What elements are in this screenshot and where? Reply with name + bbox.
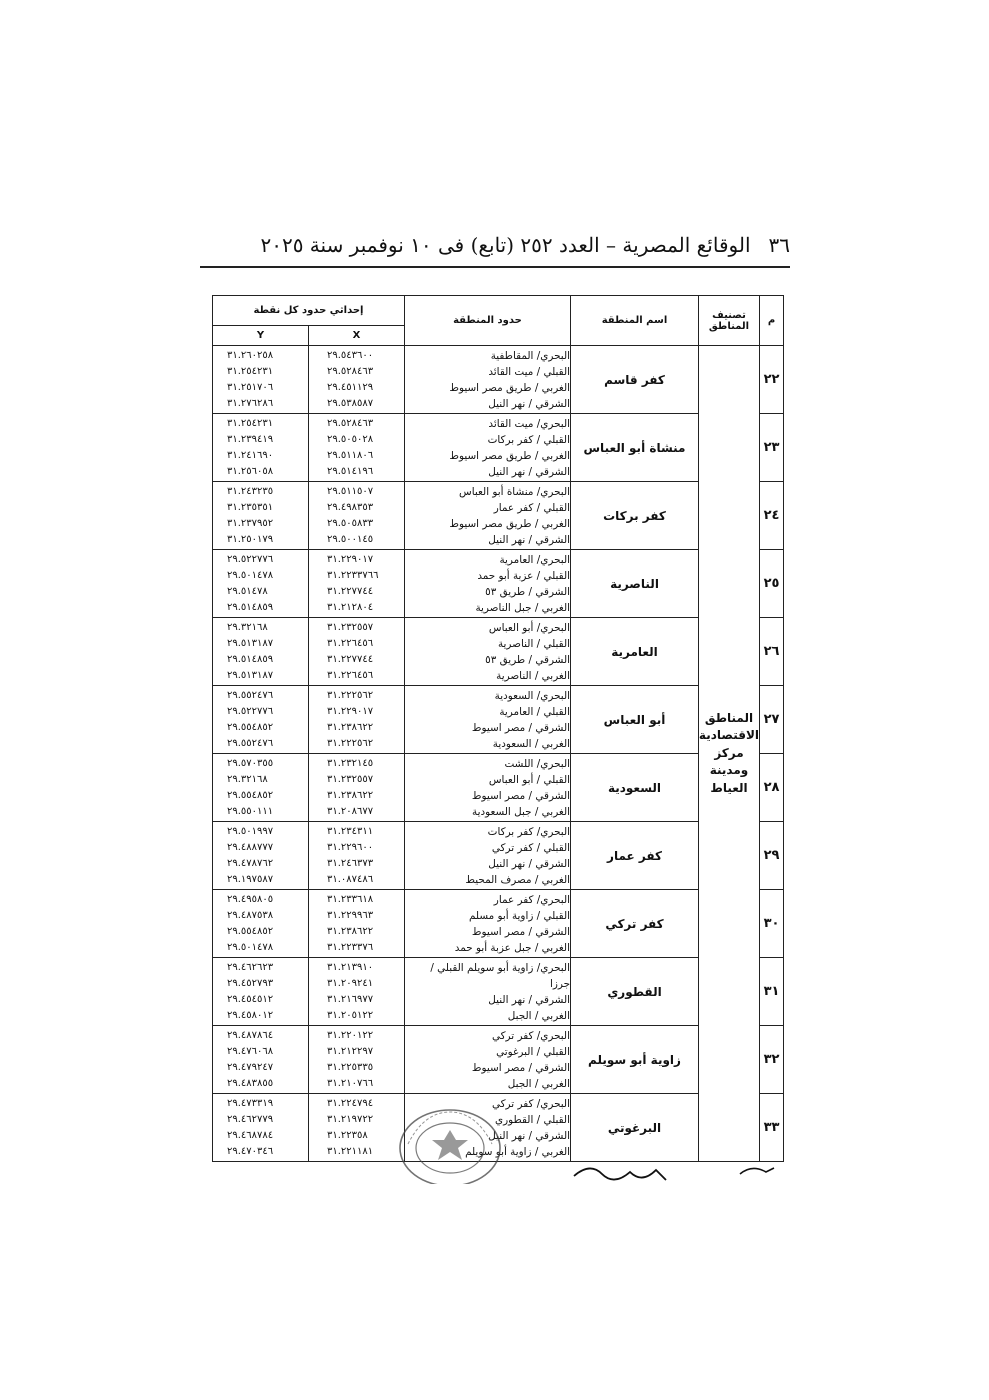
coordinate-y: ٢٩.٤٨٧٥٣٨ bbox=[227, 909, 274, 921]
boundary-line: الغربي / جبل عزبة أبو حمد bbox=[454, 941, 570, 954]
zone-name: أبو العباس bbox=[571, 686, 699, 754]
coordinate-x: ٣١.٢٢٣٣٧٦ bbox=[327, 941, 374, 953]
row-number: ٢٩ bbox=[760, 822, 784, 890]
coordinate-x: ٣١.٢٢٦٤٥٦ bbox=[327, 637, 374, 649]
zone-name: البرغوتي bbox=[571, 1094, 699, 1162]
table-body bbox=[213, 346, 784, 1162]
coordinate-y: ٢٩.٤٧٩٢٤٧ bbox=[227, 1061, 274, 1073]
page-number: ٣٦ bbox=[768, 233, 790, 257]
zone-name: القطوري bbox=[571, 958, 699, 1026]
table-row bbox=[213, 686, 784, 754]
coordinate-x: ٣١.٢٢٣٣٧٦٦ bbox=[327, 569, 379, 581]
page-header bbox=[200, 226, 790, 264]
coordinate-x: ٣١.٢٣٨٦٢٢ bbox=[327, 721, 374, 733]
boundary-line: القبلي / كفر عمار bbox=[493, 501, 570, 514]
coordinate-y: ٢٩.٣٢١٦٨ bbox=[227, 773, 268, 785]
coordinate-y: ٢٩.٥٥٠١١١ bbox=[227, 805, 274, 817]
coordinate-x: ٢٩.٥٣٨٥٨٧ bbox=[327, 397, 374, 409]
coordinate-x-cell bbox=[309, 618, 405, 686]
table-row bbox=[213, 346, 784, 414]
coordinate-y: ٢٩.٥٢٢٧٧٦ bbox=[227, 705, 274, 717]
coordinate-y: ٢٩.١٩٧٥٨٧ bbox=[227, 873, 274, 885]
boundary-line: جرزا bbox=[549, 977, 570, 990]
coordinate-x: ٣١.٢١٢٢٩٧ bbox=[327, 1045, 374, 1057]
zone-boundaries bbox=[405, 1026, 571, 1094]
row-number: ٣١ bbox=[760, 958, 784, 1026]
coordinate-x: ٣١.٢٢٩٠١٧ bbox=[327, 705, 374, 717]
coordinate-y-cell bbox=[213, 346, 309, 414]
header-index: م bbox=[760, 296, 784, 346]
coordinate-y: ٣١.٢٦٠٢٥٨ bbox=[227, 349, 274, 361]
zone-boundaries bbox=[405, 346, 571, 414]
coordinate-y: ٢٩.٥٠١٤٧٨ bbox=[227, 569, 274, 581]
boundary-line: البحري/ المقاطفية bbox=[490, 349, 570, 362]
zone-boundaries bbox=[405, 550, 571, 618]
coordinate-y-cell bbox=[213, 822, 309, 890]
coordinate-x: ٣١.٢٣٢١٤٥ bbox=[327, 757, 374, 769]
boundary-line: الشرقي / طريق ٥٣ bbox=[485, 585, 570, 598]
boundary-line: القبلي / الناصرية bbox=[497, 637, 570, 650]
coordinate-x-cell bbox=[309, 686, 405, 754]
boundary-line: الشرقي / مصر اسيوط bbox=[471, 1061, 570, 1074]
header-classification: تصنيف المناطق bbox=[699, 296, 760, 346]
coordinate-x: ٣١.٢٢٩٩٦٣ bbox=[327, 909, 374, 921]
coordinate-x: ٣١.٢٠٩٢٤١ bbox=[327, 977, 374, 989]
table-row bbox=[213, 822, 784, 890]
coordinate-y: ٣١.٢٤١٦٩٠ bbox=[227, 449, 274, 461]
zone-name: كفر قاسم bbox=[571, 346, 699, 414]
boundary-line: الشرقي / نهر النيل bbox=[488, 465, 570, 478]
boundary-line: الغربي / طريق مصر اسيوط bbox=[449, 449, 570, 462]
coordinate-y-cell bbox=[213, 550, 309, 618]
coordinate-y: ٢٩.٥٥٢٤٧٦ bbox=[227, 737, 274, 749]
coordinate-y: ٢٩.٤٦٢٦٢٣ bbox=[227, 961, 274, 973]
zone-name: زاوية أبو سويلم bbox=[571, 1026, 699, 1094]
coordinate-x: ٣١.٢٢٣٥٨ bbox=[327, 1129, 368, 1141]
coordinate-y: ٣١.٢٣٩٤١٩ bbox=[227, 433, 274, 445]
boundary-line: البحري/ كفر عمار bbox=[493, 893, 570, 906]
table-row bbox=[213, 890, 784, 958]
coordinate-y: ٢٩.٥٧٠٣٥٥ bbox=[227, 757, 274, 769]
coordinate-y: ٢٩.٤٧٨٧٦٢ bbox=[227, 857, 274, 869]
zone-classification: المناطق الاقتصادية مركز ومدينة العياط bbox=[699, 346, 760, 1162]
zone-boundaries-table bbox=[212, 295, 784, 1162]
coordinate-x: ٢٩.٥١٤١٩٦ bbox=[327, 465, 374, 477]
coordinate-y: ٢٩.٤٧٣٣١٩ bbox=[227, 1097, 274, 1109]
header-y: Y bbox=[213, 326, 309, 346]
zone-name: كفر عمار bbox=[571, 822, 699, 890]
coordinate-x: ٣١.٢٢١١٨١ bbox=[327, 1145, 374, 1157]
boundary-line: الغربي / زاوية أبو سويلم bbox=[465, 1145, 570, 1158]
boundary-line: الغربي / الجبل bbox=[507, 1009, 570, 1022]
coordinate-y-cell bbox=[213, 890, 309, 958]
zone-boundaries bbox=[405, 414, 571, 482]
coordinate-x: ٣١.٢١٦٩٧٧ bbox=[327, 993, 374, 1005]
row-number: ٢٦ bbox=[760, 618, 784, 686]
boundary-line: الشرقي / طريق ٥٣ bbox=[485, 653, 570, 666]
coordinate-x-cell bbox=[309, 1094, 405, 1162]
coordinate-x: ٢٩.٥١١٨٠٦ bbox=[327, 449, 374, 461]
coordinate-x-cell bbox=[309, 482, 405, 550]
coordinate-x: ٢٩.٥٠٥٨٣٣ bbox=[327, 517, 374, 529]
boundary-line: الشرقي / نهر النيل bbox=[488, 993, 570, 1006]
header-zone-name: اسم المنطقة bbox=[571, 296, 699, 346]
coordinate-y: ٢٩.٥١٤٨٥٩ bbox=[227, 653, 274, 665]
boundary-line: البحري/ كفر بركات bbox=[487, 825, 570, 838]
coordinate-x: ٣١.٢٣٢٥٥٧ bbox=[327, 621, 374, 633]
coordinate-x: ٣١.٢٢٢٥٦٢ bbox=[327, 689, 374, 701]
coordinate-y-cell bbox=[213, 754, 309, 822]
zone-name: كفر بركات bbox=[571, 482, 699, 550]
coordinate-y: ٣١.٢٥٤٢٣١ bbox=[227, 417, 274, 429]
row-number: ٢٢ bbox=[760, 346, 784, 414]
coordinate-x: ٣١.٢١٠٧٦٦ bbox=[327, 1077, 374, 1089]
boundary-line: الغربي / طريق مصر اسيوط bbox=[449, 381, 570, 394]
coordinate-x: ٣١.٢٣٨٦٢٢ bbox=[327, 789, 374, 801]
coordinate-x-cell bbox=[309, 1026, 405, 1094]
header-x: X bbox=[309, 326, 405, 346]
coordinate-x: ٣١.٢٢٠١٢٢ bbox=[327, 1029, 374, 1041]
boundary-line: القبلي / زاوية أبو مسلم bbox=[469, 909, 570, 922]
coordinate-x-cell bbox=[309, 822, 405, 890]
table-row bbox=[213, 1026, 784, 1094]
coordinate-y-cell bbox=[213, 1026, 309, 1094]
coordinate-x: ٢٩.٤٩٨٣٥٣ bbox=[327, 501, 374, 513]
coordinate-y-cell bbox=[213, 482, 309, 550]
boundary-line: الغربي / السعودية bbox=[492, 737, 570, 750]
boundary-line: البحري/ أبو العباس bbox=[488, 621, 570, 634]
coordinate-x: ٣١.٢٢٢٥٦٢ bbox=[327, 737, 374, 749]
coordinate-y: ٢٩.٥١٣١٨٧ bbox=[227, 637, 274, 649]
coordinate-y: ٢٩.٥٥٤٨٥٢ bbox=[227, 925, 274, 937]
coordinate-y: ٢٩.٤٨٣٨٥٥ bbox=[227, 1077, 274, 1089]
row-number: ٣٠ bbox=[760, 890, 784, 958]
table-row bbox=[213, 550, 784, 618]
boundary-line: الشرقي / نهر النيل bbox=[488, 397, 570, 410]
coordinate-y: ٢٩.٤٥٨٠١٢ bbox=[227, 1009, 274, 1021]
gazette-title: الوقائع المصرية – العدد ٢٥٢ (تابع) فى ١٠ نوفمبر سنة ٢٠٢٥ bbox=[260, 233, 751, 257]
coordinate-y: ٢٩.٥١٤٧٨ bbox=[227, 585, 268, 597]
coordinate-x: ٣١.٢٣٤٣١١ bbox=[327, 825, 374, 837]
coordinate-x: ٣١.٢٣٢٥٥٧ bbox=[327, 773, 374, 785]
row-number: ٢٥ bbox=[760, 550, 784, 618]
coordinate-y: ٢٩.٤٥٢٧٩٣ bbox=[227, 977, 274, 989]
coordinate-y: ٢٩.٥١٤٨٥٩ bbox=[227, 601, 274, 613]
coordinate-y: ٣١.٢٥٠١٧٩ bbox=[227, 533, 274, 545]
zone-name: العامرية bbox=[571, 618, 699, 686]
boundary-line: البحري/ السعودية bbox=[494, 689, 570, 702]
boundary-line: البحري/ كفر تركي bbox=[491, 1097, 570, 1110]
row-number: ٢٧ bbox=[760, 686, 784, 754]
zone-name: الناصرية bbox=[571, 550, 699, 618]
coordinate-y: ٢٩.٤٦٨٧٨٤ bbox=[227, 1129, 274, 1141]
boundary-line: القبلي / عزبة أبو حمد bbox=[477, 569, 570, 582]
boundary-line: البحري/ العامرية bbox=[499, 553, 570, 566]
table-row bbox=[213, 482, 784, 550]
coordinate-x-cell bbox=[309, 958, 405, 1026]
zone-boundaries bbox=[405, 958, 571, 1026]
coordinate-y: ٢٩.٤٥٤٥١٢ bbox=[227, 993, 274, 1005]
boundary-line: القبلي / ميت القائد bbox=[488, 365, 570, 378]
header-rule bbox=[200, 266, 790, 268]
coordinate-x-cell bbox=[309, 346, 405, 414]
coordinate-x: ٢٩.٤٥١١٢٩ bbox=[327, 381, 374, 393]
coordinate-x: ٣١.٢٠٨٦٧٧ bbox=[327, 805, 374, 817]
boundary-line: القبلي / أبو العباس bbox=[488, 773, 570, 786]
coordinate-y: ٢٩.٤٨٨٧٧٧ bbox=[227, 841, 274, 853]
coordinate-y-cell bbox=[213, 958, 309, 1026]
boundary-line: البحري/ كفر تركي bbox=[491, 1029, 570, 1042]
boundary-line: القبلي / البرغوتي bbox=[496, 1045, 570, 1058]
coordinate-x: ٣١.٢١٩٧٢٢ bbox=[327, 1113, 374, 1125]
coordinate-x: ٣١.٢١٣٩١٠ bbox=[327, 961, 374, 973]
header-coordinates: إحداثي حدود كل نقطة bbox=[213, 296, 405, 326]
zone-name: كفر تركي bbox=[571, 890, 699, 958]
coordinate-x: ٢٩.٥٠٥٠٢٨ bbox=[327, 433, 374, 445]
coordinate-x: ٢٩.٥٤٣٦٠٠ bbox=[327, 349, 374, 361]
boundary-line: الغربي / مصرف المحيط bbox=[465, 873, 570, 886]
boundary-line: الشرقي / نهر النيل bbox=[488, 857, 570, 870]
zone-boundaries bbox=[405, 686, 571, 754]
boundary-line: الشرقي / مصر اسيوط bbox=[471, 925, 570, 938]
coordinate-y: ٣١.٢٥٦٠٥٨ bbox=[227, 465, 274, 477]
coordinate-x: ٣١.٢٣٣٦١٨ bbox=[327, 893, 374, 905]
coordinate-y: ٢٩.٤٨٧٨٦٤ bbox=[227, 1029, 274, 1041]
boundary-line: القبلي / كفر بركات bbox=[487, 433, 570, 446]
boundary-line: الغربي / الجبل bbox=[507, 1077, 570, 1090]
coordinate-x: ٢٩.٥٢٨٤٦٣ bbox=[327, 365, 374, 377]
row-number: ٢٨ bbox=[760, 754, 784, 822]
coordinate-x: ٣١.٢١٢٨٠٤ bbox=[327, 601, 374, 613]
coordinate-y: ٣١.٢٥٤٢٣١ bbox=[227, 365, 274, 377]
row-number: ٣٣ bbox=[760, 1094, 784, 1162]
table-row bbox=[213, 414, 784, 482]
coordinate-y: ٢٩.٥٥٤٨٥٢ bbox=[227, 721, 274, 733]
boundary-line: البحري/ ميت القائد bbox=[488, 417, 570, 430]
zone-boundaries bbox=[405, 754, 571, 822]
zone-boundaries bbox=[405, 822, 571, 890]
coordinate-x: ٣١.٢٢٥٣٣٥ bbox=[327, 1061, 374, 1073]
boundary-line: القبلي / القطوري bbox=[494, 1113, 570, 1126]
governorate-seal-stamp bbox=[394, 1100, 506, 1184]
table-row bbox=[213, 754, 784, 822]
coordinate-y: ٢٩.٣٢١٦٨ bbox=[227, 621, 268, 633]
coordinate-y: ٣١.٢٣٧٩٥٢ bbox=[227, 517, 274, 529]
coordinate-y: ٢٩.٥٠١٤٧٨ bbox=[227, 941, 274, 953]
coordinate-x: ٢٩.٥٢٨٤٦٣ bbox=[327, 417, 374, 429]
coordinate-y: ٢٩.٥٠١٩٩٧ bbox=[227, 825, 274, 837]
coordinate-x: ٣١.٢٢٧٧٤٤ bbox=[327, 653, 374, 665]
coordinate-y: ٣١.٢٥١٧٠٦ bbox=[227, 381, 274, 393]
coordinate-x: ٣١.٠٨٧٤٨٦ bbox=[327, 873, 374, 885]
coordinate-x: ٣١.٢٢٦٤٥٦ bbox=[327, 669, 374, 681]
boundary-line: القبلي / كفر تركي bbox=[491, 841, 570, 854]
row-number: ٣٢ bbox=[760, 1026, 784, 1094]
coordinate-x: ٢٩.٥١١٥٠٧ bbox=[327, 485, 374, 497]
coordinate-y: ٢٩.٤٩٥٨٠٥ bbox=[227, 893, 274, 905]
coordinate-x-cell bbox=[309, 550, 405, 618]
boundary-line: الشرقي / نهر النيل bbox=[488, 533, 570, 546]
coordinate-y-cell bbox=[213, 686, 309, 754]
boundary-line: الشرقي / مصر اسيوط bbox=[471, 721, 570, 734]
coordinate-x: ٣١.٢٢٤٧٩٤ bbox=[327, 1097, 374, 1109]
coordinate-y-cell bbox=[213, 618, 309, 686]
coordinate-y-cell bbox=[213, 1094, 309, 1162]
signature bbox=[570, 1158, 780, 1188]
coordinate-x-cell bbox=[309, 754, 405, 822]
coordinate-x: ٢٩.٥٠٠١٤٥ bbox=[327, 533, 374, 545]
boundary-line: الغربي / الناصرية bbox=[496, 669, 570, 682]
boundary-line: البحري/ منشاة أبو العباس bbox=[459, 485, 570, 498]
zone-boundaries bbox=[405, 618, 571, 686]
boundary-line: الشرقي / نهر النيل bbox=[488, 1129, 570, 1142]
coordinate-x: ٣١.٢٢٧٧٤٤ bbox=[327, 585, 374, 597]
table-row bbox=[213, 958, 784, 1026]
coordinate-x: ٣١.٢٠٥١٢٢ bbox=[327, 1009, 374, 1021]
coordinate-y: ٢٩.٤٦٢٧٧٩ bbox=[227, 1113, 274, 1125]
coordinate-y: ٢٩.٥٢٢٧٧٦ bbox=[227, 553, 274, 565]
zone-name: منشاة أبو العباس bbox=[571, 414, 699, 482]
coordinate-x-cell bbox=[309, 890, 405, 958]
table-row bbox=[213, 618, 784, 686]
coordinate-y: ٣١.٢٤٣٢٣٥ bbox=[227, 485, 274, 497]
row-number: ٢٤ bbox=[760, 482, 784, 550]
boundary-line: الغربي / طريق مصر اسيوط bbox=[449, 517, 570, 530]
row-number: ٢٣ bbox=[760, 414, 784, 482]
coordinate-y: ٣١.٢٧٦٢٨٦ bbox=[227, 397, 274, 409]
coordinate-x: ٣١.٢٢٩٠١٧ bbox=[327, 553, 374, 565]
zone-boundaries bbox=[405, 890, 571, 958]
boundary-line: البحري/ زاوية أبو سويلم القبلي / bbox=[430, 961, 570, 974]
coordinate-x: ٣١.٢٢٩٦٠٠ bbox=[327, 841, 374, 853]
coordinate-y: ٢٩.٤٧٦٠٦٨ bbox=[227, 1045, 274, 1057]
coordinate-y: ٢٩.٤٧٠٣٤٦ bbox=[227, 1145, 274, 1157]
boundary-line: القبلي / العامرية bbox=[499, 705, 570, 718]
zone-boundaries bbox=[405, 482, 571, 550]
boundary-line: البحري/ اللشت bbox=[504, 757, 570, 770]
boundary-line: الغربي / جبل السعودية bbox=[472, 805, 570, 818]
coordinate-y: ٢٩.٥١٣١٨٧ bbox=[227, 669, 274, 681]
coordinate-y: ٣١.٢٣٥٣٥١ bbox=[227, 501, 274, 513]
coordinate-x: ٣١.٢٤٦٣٧٣ bbox=[327, 857, 374, 869]
coordinate-x: ٣١.٢٣٨٦٢٢ bbox=[327, 925, 374, 937]
zone-name: السعودية bbox=[571, 754, 699, 822]
coordinate-x-cell bbox=[309, 414, 405, 482]
boundary-line: الشرقي / مصر اسيوط bbox=[471, 789, 570, 802]
coordinate-y: ٢٩.٥٥٢٤٧٦ bbox=[227, 689, 274, 701]
boundary-line: الغربي / جبل الناصرية bbox=[475, 601, 570, 614]
coordinate-y: ٢٩.٥٥٤٨٥٢ bbox=[227, 789, 274, 801]
header-boundaries: حدود المنطقة bbox=[405, 296, 571, 346]
coordinate-y-cell bbox=[213, 414, 309, 482]
